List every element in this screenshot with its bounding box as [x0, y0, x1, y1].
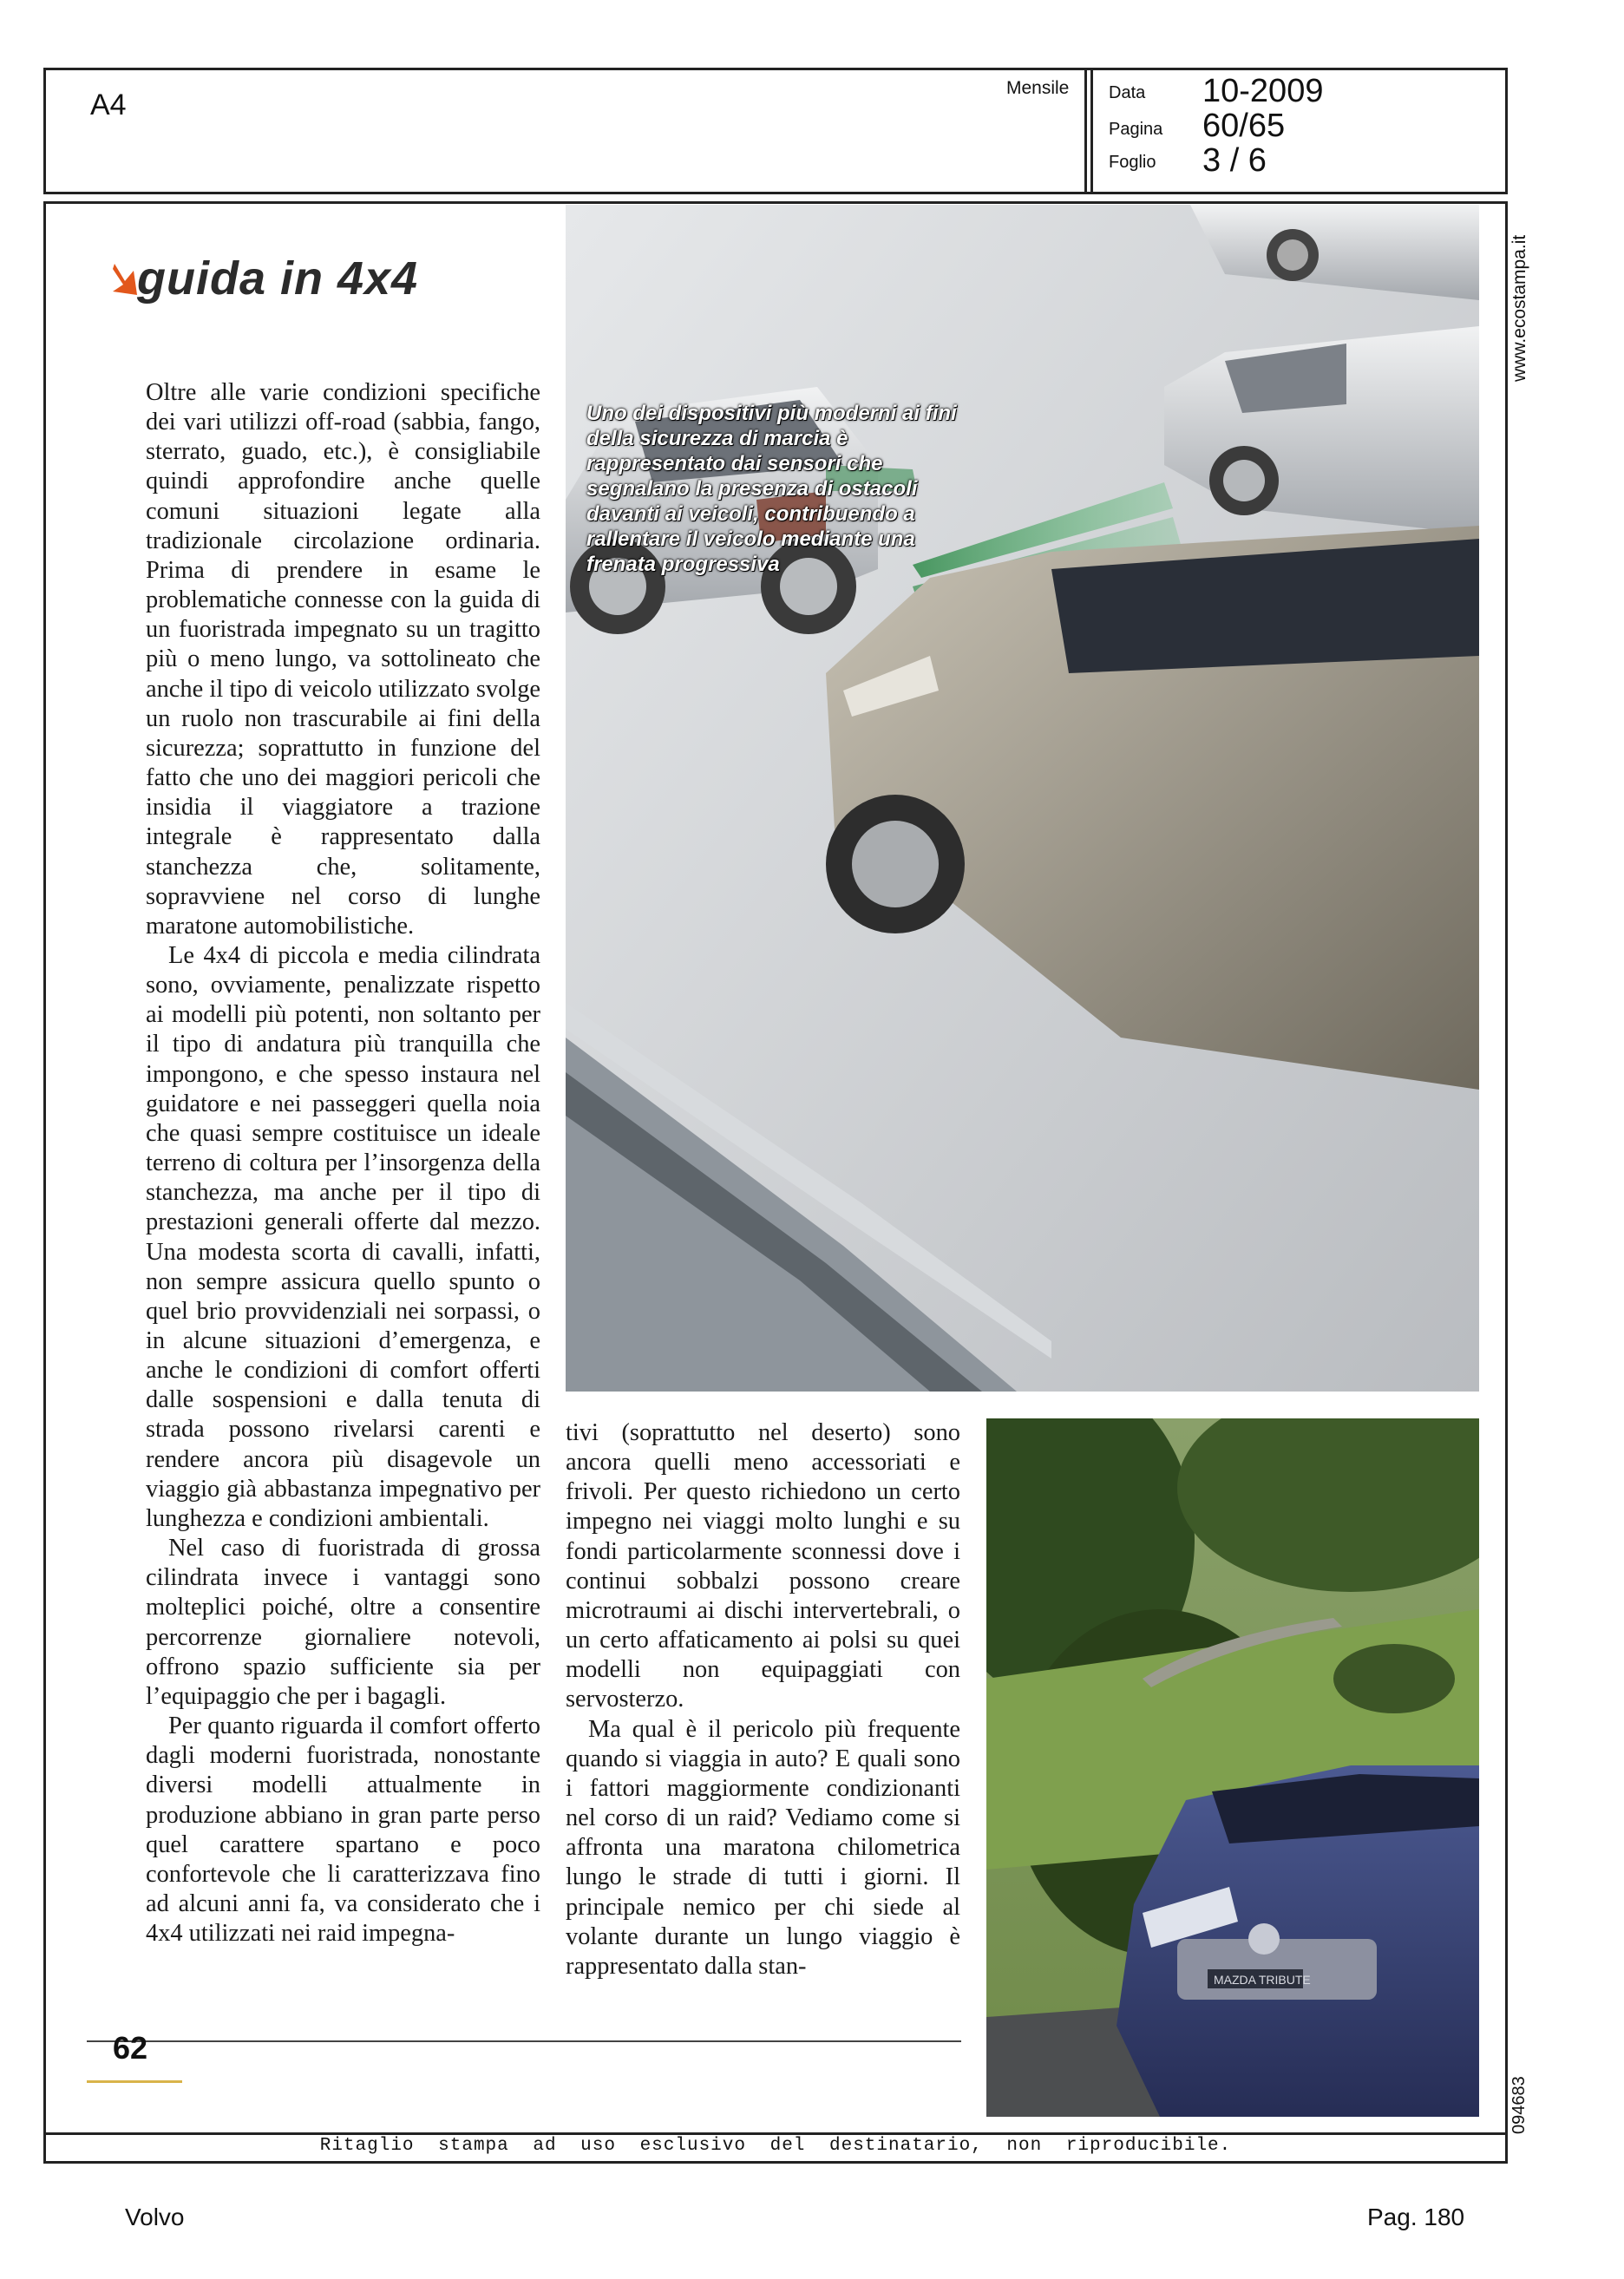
article-column-2 [566, 1418, 960, 1981]
date-label: Data [1109, 83, 1146, 102]
header-divider [1084, 68, 1093, 194]
image-caption-text: Uno dei dispositivi più moderni ai fini della sicurezza di marcia è rappresentato dai sensori che segnalano la presenza di ostacoli davanti ai veicoli, contribuendo a rallentare il veicolo mediante una frenata progressiva [586, 402, 957, 576]
date-value: 10-2009 [1202, 73, 1324, 109]
page-number: 62 [113, 2030, 148, 2066]
paragraph: tivi (soprattutto nel deserto) sono ancora quelli meno accessoriati e frivoli. Per questo richiedono un certo impegno nei viaggi molto lunghi e su fondi particolarmente sconnessi dove i continui sobbalzi possono creare microtraumi ai dischi intervertebrali, o un certo affaticamento ai polsi su quei modelli non equipaggiati con servosterzo. [566, 1419, 960, 1713]
publication-frequency: Mensile [1006, 78, 1070, 98]
sidebar-url [1509, 208, 1530, 382]
page-value: 60/65 [1202, 108, 1286, 144]
paragraph: Per quanto riguarda il comfort offerto dagli moderni fuoristrada, nonostante diversi modelli attualmente in produzione abbiano in gran parte perso quel carattere spartano e poco confortevole che li caratterizzava fino ad alcuni anni fa, va considerato che i 4x4 utilizzati nei raid impegna- [146, 1713, 540, 1948]
paragraph: Le 4x4 di piccola e media cilindrata sono, ovviamente, penalizzate rispetto ai modelli più potenti, non soltanto per il tipo di andatura più tranquilla che impongono, e che spesso instaura nel guidatore e nei passeggeri quella noia che quasi sempre costituisce un ideale terreno di coltura per l’insorgenza della stanchezza, ma anche per il tipo di prestazioni generali offerte dal mezzo. Una modesta scorta di cavalli, infatti, non sempre assicura quello spunto o quel brio provvidenziali nei sorpassi, o in alcune situazioni d’emergenza, e anche le condizioni di comfort offerti dalle sospensioni e dalla tenuta di strada possono rivelarsi carenti e rendere ancora più disagevole un viaggio già abbastanza impegnativo per lunghezza e condizioni ambientali. [146, 941, 540, 1532]
image-caption [586, 401, 959, 577]
paragraph: Oltre alle varie condizioni specifiche dei vari utilizzi off-road (sabbia, fango, sterrato, guado, etc.), è consigliabile quindi approfondire anche quelle comuni situazioni legate alla tradizionale circolazione ordinaria. Prima di prendere in esame le problematiche connesse con la guida di un fuoristrada impegnato su un tragitto più o meno lungo, va sottolineato che anche il tipo di veicolo utilizzato svolge un ruolo non trascurabile ai fini della sicurezza; soprattutto in funzione del fatto che uno dei maggiori pericoli che insidia il viaggiatore a trazione integrale è rappresentato dalla stanchezza che, solitamente, sopravviene nel corso di lunghe maratone automobilistiche. [146, 379, 540, 940]
arrow-icon [111, 262, 139, 301]
page-number-underline [87, 2080, 182, 2083]
disclaimer: Ritaglio stampa ad uso esclusivo del destinatario, non riproducibile. [319, 2136, 1232, 2156]
mazda-tribute-photo [986, 1418, 1479, 2117]
article-column-1 [146, 378, 540, 1948]
client-brand: Volvo [125, 2204, 185, 2230]
plate-lettering: MAZDA TRIBUTE [1214, 1973, 1311, 1987]
sidebar-code [1509, 2073, 1530, 2134]
sheet-value: 3 / 6 [1202, 142, 1267, 179]
paragraph: Nel caso di fuoristrada di grossa cilindrata invece i vantaggi sono molteplici poiché, oltre a consentire percorrenze giornaliere notevoli, offrono spazio sufficiente sia per l’equipaggio che per i bagagli. [146, 1535, 540, 1710]
sheet-label: Foglio [1109, 153, 1156, 172]
page-label: Pagina [1109, 120, 1163, 139]
clipping-page: Pag. 180 [1367, 2204, 1465, 2230]
paragraph: Ma qual è il pericolo più frequente quando si viaggia in auto? E quali sono i fattori maggiormente condizionanti nel corso di un raid? Vediamo come si affronta una maratona chilometrica lungo le strade di tutti i giorni. Il principale nemico per chi siede al volante durante un lungo viaggio è rappresentato dalla stan- [566, 1715, 960, 1980]
section-title: guida in 4x4 [137, 252, 419, 305]
sidebar-url-text: www.ecostampa.it [1509, 234, 1529, 382]
car-sensors-illustration [566, 205, 1479, 1392]
sidebar-code-text: 094683 [1509, 2076, 1529, 2134]
publication-code: A4 [90, 88, 127, 121]
page-rule [87, 2040, 961, 2042]
footer-divider [43, 2132, 1508, 2135]
